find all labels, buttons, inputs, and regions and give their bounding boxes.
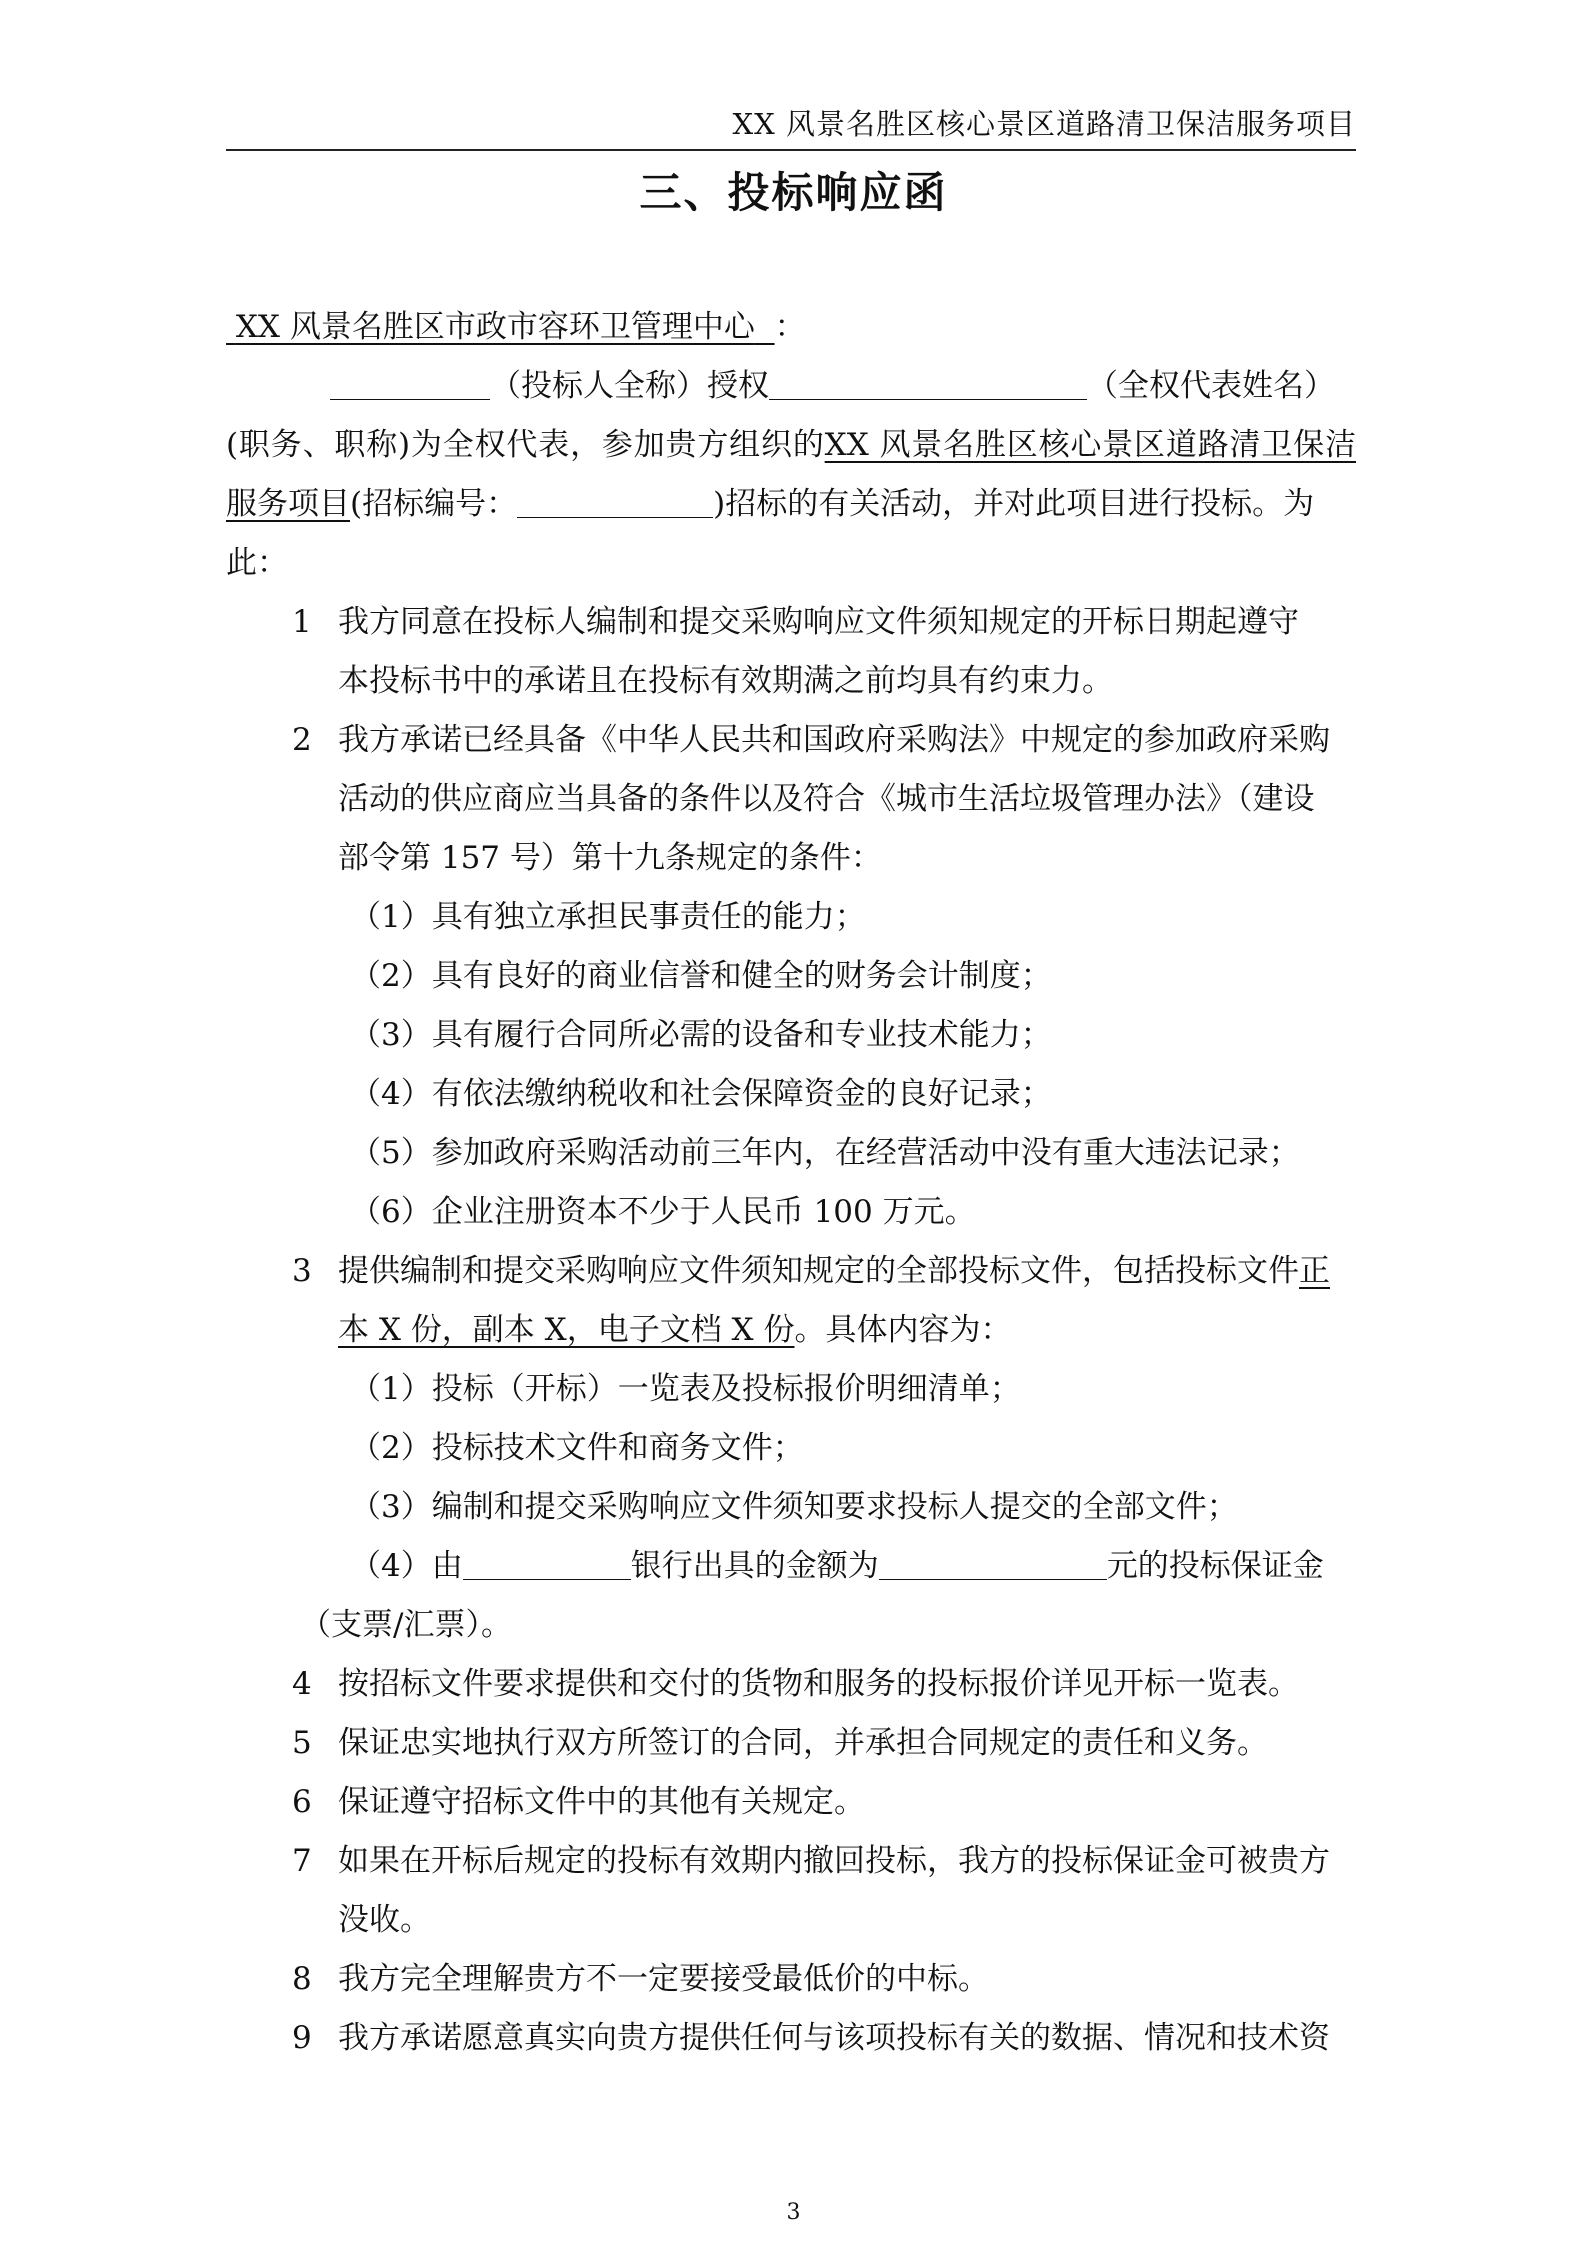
- page-title: 三、投标响应函: [639, 168, 948, 217]
- addressee-line: [226, 298, 1356, 357]
- list-item-6: 6 保证遵守招标文件中的其他有关规定。: [226, 1773, 1356, 1832]
- header-rule: [226, 149, 1356, 151]
- intro-line-3: 服务项目(招标编号： )招标的有关活动，并对此项目进行投标。为: [226, 486, 1315, 522]
- intro-line-2: (职务、职称)为全权代表，参加贵方组织的XX 风景名胜区核心景区道路清卫保洁: [226, 427, 1356, 463]
- list-item-1-line-1: 1 我方同意在投标人编制和提交采购响应文件须知规定的开标日期起遵守: [226, 593, 1356, 652]
- list-item-3-line-2: 本 X 份，副本 X，电子文档 X 份。具体内容为：: [338, 1312, 1012, 1348]
- list-item-9: 9 我方承诺愿意真实向贵方提供任何与该项投标有关的数据、情况和技术资: [226, 2009, 1356, 2068]
- addressee-name: XX 风景名胜区市政市容环卫管理中心: [235, 309, 755, 345]
- list-item-number: 1: [292, 604, 312, 640]
- list-item-number: 2: [292, 722, 312, 758]
- list-item-8: 8 我方完全理解贵方不一定要接受最低价的中标。: [226, 1950, 1356, 2009]
- sub-item: （3）具有履行合同所必需的设备和专业技术能力；: [350, 1017, 1052, 1053]
- list-item-1-line-2: 本投标书中的承诺且在投标有效期满之前均具有约束力。: [338, 663, 1113, 699]
- sub-item: （4）有依法缴纳税收和社会保障资金的良好记录；: [350, 1076, 1052, 1112]
- list-item-number: 6: [292, 1784, 312, 1820]
- intro-line-1: （投标人全称）授权 （全权代表姓名）: [226, 357, 1356, 416]
- sub-item-guarantee: （4）由 银行出具的金额为 元的投标保证金: [350, 1548, 1324, 1584]
- list-item-number: 9: [292, 2020, 312, 2056]
- sub-item: （6）企业注册资本不少于人民币 100 万元。: [350, 1194, 976, 1230]
- list-item-4: 4 按招标文件要求提供和交付的货物和服务的投标报价详见开标一览表。: [226, 1655, 1356, 1714]
- representative-name-blank[interactable]: [769, 368, 1087, 400]
- sub-item: （2）具有良好的商业信誉和健全的财务会计制度；: [350, 958, 1052, 994]
- bank-name-blank[interactable]: [463, 1548, 631, 1580]
- list-item-2-line-2: 活动的供应商应当具备的条件以及符合《城市生活垃圾管理办法》（建设: [338, 781, 1315, 817]
- project-name-part-2: 服务项目: [226, 486, 350, 522]
- list-item-number: 7: [292, 1843, 312, 1879]
- page-number: 3: [786, 2200, 801, 2225]
- list-item-7-line-1: 7 如果在开标后规定的投标有效期内撤回投标，我方的投标保证金可被贵方: [226, 1832, 1356, 1891]
- sub-item: （2）投标技术文件和商务文件；: [350, 1430, 804, 1466]
- list-item-number: 8: [292, 1961, 312, 1997]
- addressee-colon: ：: [774, 309, 806, 345]
- project-name-part-1: XX 风景名胜区核心景区道路清卫保洁: [824, 427, 1356, 463]
- sub-item: （1）投标（开标）一览表及投标报价明细清单；: [350, 1371, 1021, 1407]
- tender-number-blank[interactable]: [517, 486, 713, 518]
- sub-item: （3）编制和提交采购响应文件须知要求投标人提交的全部文件；: [350, 1489, 1238, 1525]
- list-item-2-line-3: 部令第 157 号）第十九条规定的条件：: [338, 840, 882, 876]
- list-item-number: 4: [292, 1666, 312, 1702]
- guarantee-amount-blank[interactable]: [879, 1548, 1107, 1580]
- copies-spec: 本 X 份，副本 X，电子文档 X 份: [338, 1312, 795, 1348]
- list-item-7-line-2: 没收。: [338, 1902, 431, 1938]
- list-item-5: 5 保证忠实地执行双方所签订的合同，并承担合同规定的责任和义务。: [226, 1714, 1356, 1773]
- sub-item: （1）具有独立承担民事责任的能力；: [350, 899, 866, 935]
- list-item-2-line-1: 2 我方承诺已经具备《中华人民共和国政府采购法》中规定的参加政府采购: [226, 711, 1356, 770]
- list-item-number: 5: [292, 1725, 312, 1761]
- sub-item: （5）参加政府采购活动前三年内，在经营活动中没有重大违法记录；: [350, 1135, 1300, 1171]
- intro-line-4: 此：: [226, 545, 288, 581]
- sub-item-guarantee-cont: （支票/汇票）。: [300, 1607, 512, 1643]
- running-header: XX 风景名胜区核心景区道路清卫保洁服务项目: [732, 107, 1356, 141]
- letter-body: [226, 298, 1356, 2068]
- bidder-name-blank[interactable]: [330, 368, 490, 400]
- list-item-number: 3: [292, 1253, 312, 1289]
- list-item-3-line-1: 3 提供编制和提交采购响应文件须知规定的全部投标文件，包括投标文件正: [226, 1242, 1356, 1301]
